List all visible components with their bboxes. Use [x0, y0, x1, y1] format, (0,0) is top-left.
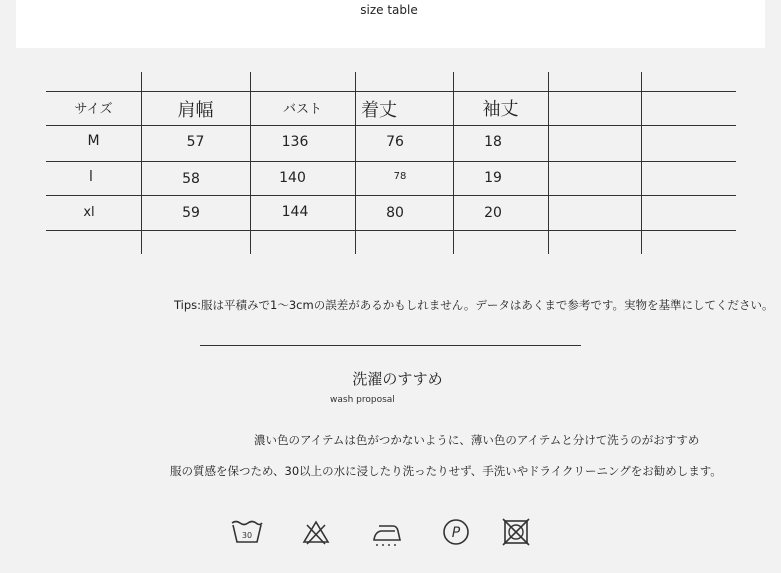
table-cell: 136 — [281, 134, 309, 150]
table-cell: 78 — [393, 171, 407, 182]
table-border — [46, 161, 736, 162]
dry-clean-p-icon — [441, 517, 471, 547]
table-cell: 140 — [279, 170, 306, 186]
table-cell: 76 — [386, 134, 404, 150]
column-header-sleeve: 袖丈 — [482, 99, 519, 120]
table-cell: 18 — [484, 134, 502, 150]
page-title: size table — [360, 3, 418, 17]
wash-30-icon — [230, 517, 264, 547]
table-border — [641, 72, 642, 254]
table-cell: 19 — [484, 170, 502, 186]
table-border — [46, 91, 736, 92]
table-cell: 20 — [484, 205, 502, 221]
row-label-size: xl — [83, 205, 95, 220]
wash-title: 洗濯のすすめ — [352, 370, 443, 388]
column-header-shoulder: 肩幅 — [177, 100, 214, 121]
wash-subtitle: wash proposal — [330, 395, 395, 405]
care-instruction-2: 服の質感を保つため、30以上の水に浸したり洗ったりせず、手洗いやドライクリーニングをお勧めします。 — [170, 464, 722, 478]
column-header-size: サイズ — [74, 102, 113, 117]
size-table — [46, 72, 736, 254]
table-border — [46, 195, 736, 196]
table-cell: 58 — [182, 171, 200, 187]
table-border — [46, 125, 736, 126]
row-label-size: l — [89, 169, 93, 185]
section-divider — [200, 345, 581, 346]
no-tumble-dry-icon — [501, 517, 531, 547]
iron-icon — [371, 517, 403, 547]
table-cell: 57 — [186, 134, 205, 150]
table-cell: 144 — [281, 204, 309, 220]
column-header-length: 着丈 — [361, 100, 397, 121]
table-cell: 59 — [182, 205, 200, 221]
dry-clean-letter: P — [451, 525, 461, 541]
care-instruction-1: 濃い色のアイテムは色がつかないように、薄い色のアイテムと分けて洗うのがおすすめ — [254, 433, 700, 447]
no-bleach-icon — [301, 517, 331, 547]
row-label-size: M — [87, 133, 100, 149]
table-border — [46, 230, 736, 231]
table-cell: 80 — [386, 205, 404, 221]
table-border — [548, 72, 549, 254]
wash-temp-label: 30 — [241, 531, 253, 540]
top-header-bar — [16, 0, 765, 48]
column-header-bust: バスト — [282, 102, 322, 117]
tips-note: Tips:服は平積みで1～3cmの誤差があるかもしれません。データはあくまで参考です。実物を基準にしてください。 — [174, 298, 774, 312]
